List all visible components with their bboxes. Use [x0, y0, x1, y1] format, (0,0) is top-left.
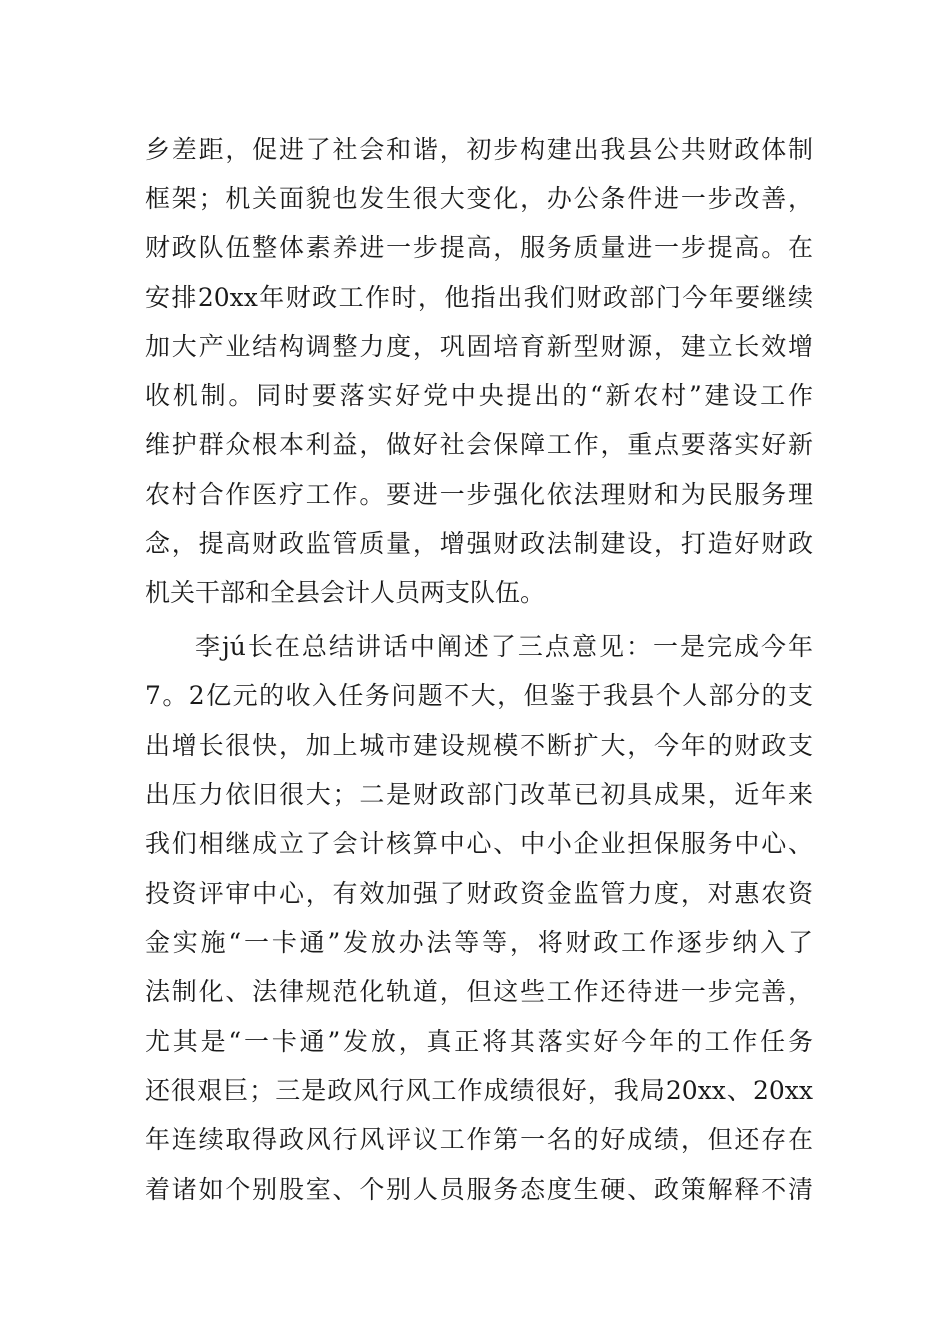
text-line: 农村合作医疗工作。要进一步强化依法理财和为民服务理	[145, 480, 813, 509]
text-line: 安排20xx年财政工作时，他指出我们财政部门今年要继续	[145, 283, 813, 312]
text-line: 出压力依旧很大；二是财政部门改革已初具成果，近年来	[145, 780, 813, 809]
text-line: 李jú长在总结讲话中阐述了三点意见：一是完成今年	[195, 632, 813, 661]
text-line: 出增长很快，加上城市建设规模不断扩大，今年的财政支	[145, 731, 813, 760]
text-line: 年连续取得政风行风评议工作第一名的好成绩，但还存在	[145, 1125, 813, 1154]
text-line: 着诸如个别股室、个别人员服务态度生硬、政策解释不清	[145, 1175, 813, 1204]
text-line: 金实施“一卡通”发放办法等等，将财政工作逐步纳入了	[145, 928, 813, 957]
text-line: 维护群众根本利益，做好社会保障工作，重点要落实好新	[145, 430, 813, 459]
text-line: 尤其是“一卡通”发放，真正将其落实好今年的工作任务	[145, 1027, 813, 1056]
text-line: 法制化、法律规范化轨道，但这些工作还待进一步完善，	[145, 977, 813, 1006]
text-line: 还很艰巨；三是政风行风工作成绩很好，我局20xx、20xx	[145, 1076, 813, 1105]
text-line: 收机制。同时要落实好党中央提出的“新农村”建设工作	[145, 381, 813, 410]
text-line: 念，提高财政监管质量，增强财政法制建设，打造好财政	[145, 529, 813, 558]
text-line: 7。2亿元的收入任务问题不大，但鉴于我县个人部分的支	[145, 681, 813, 710]
text-line: 乡差距，促进了社会和谐，初步构建出我县公共财政体制	[145, 135, 813, 164]
text-line: 投资评审中心，有效加强了财政资金监管力度，对惠农资	[145, 879, 813, 908]
text-line: 财政队伍整体素养进一步提高，服务质量进一步提高。在	[145, 233, 813, 262]
text-line: 机关干部和全县会计人员两支队伍。	[145, 578, 546, 607]
text-line: 我们相继成立了会计核算中心、中小企业担保服务中心、	[145, 829, 813, 858]
text-line: 加大产业结构调整力度，巩固培育新型财源，建立长效增	[145, 332, 813, 361]
text-line: 框架；机关面貌也发生很大变化，办公条件进一步改善，	[145, 184, 813, 213]
